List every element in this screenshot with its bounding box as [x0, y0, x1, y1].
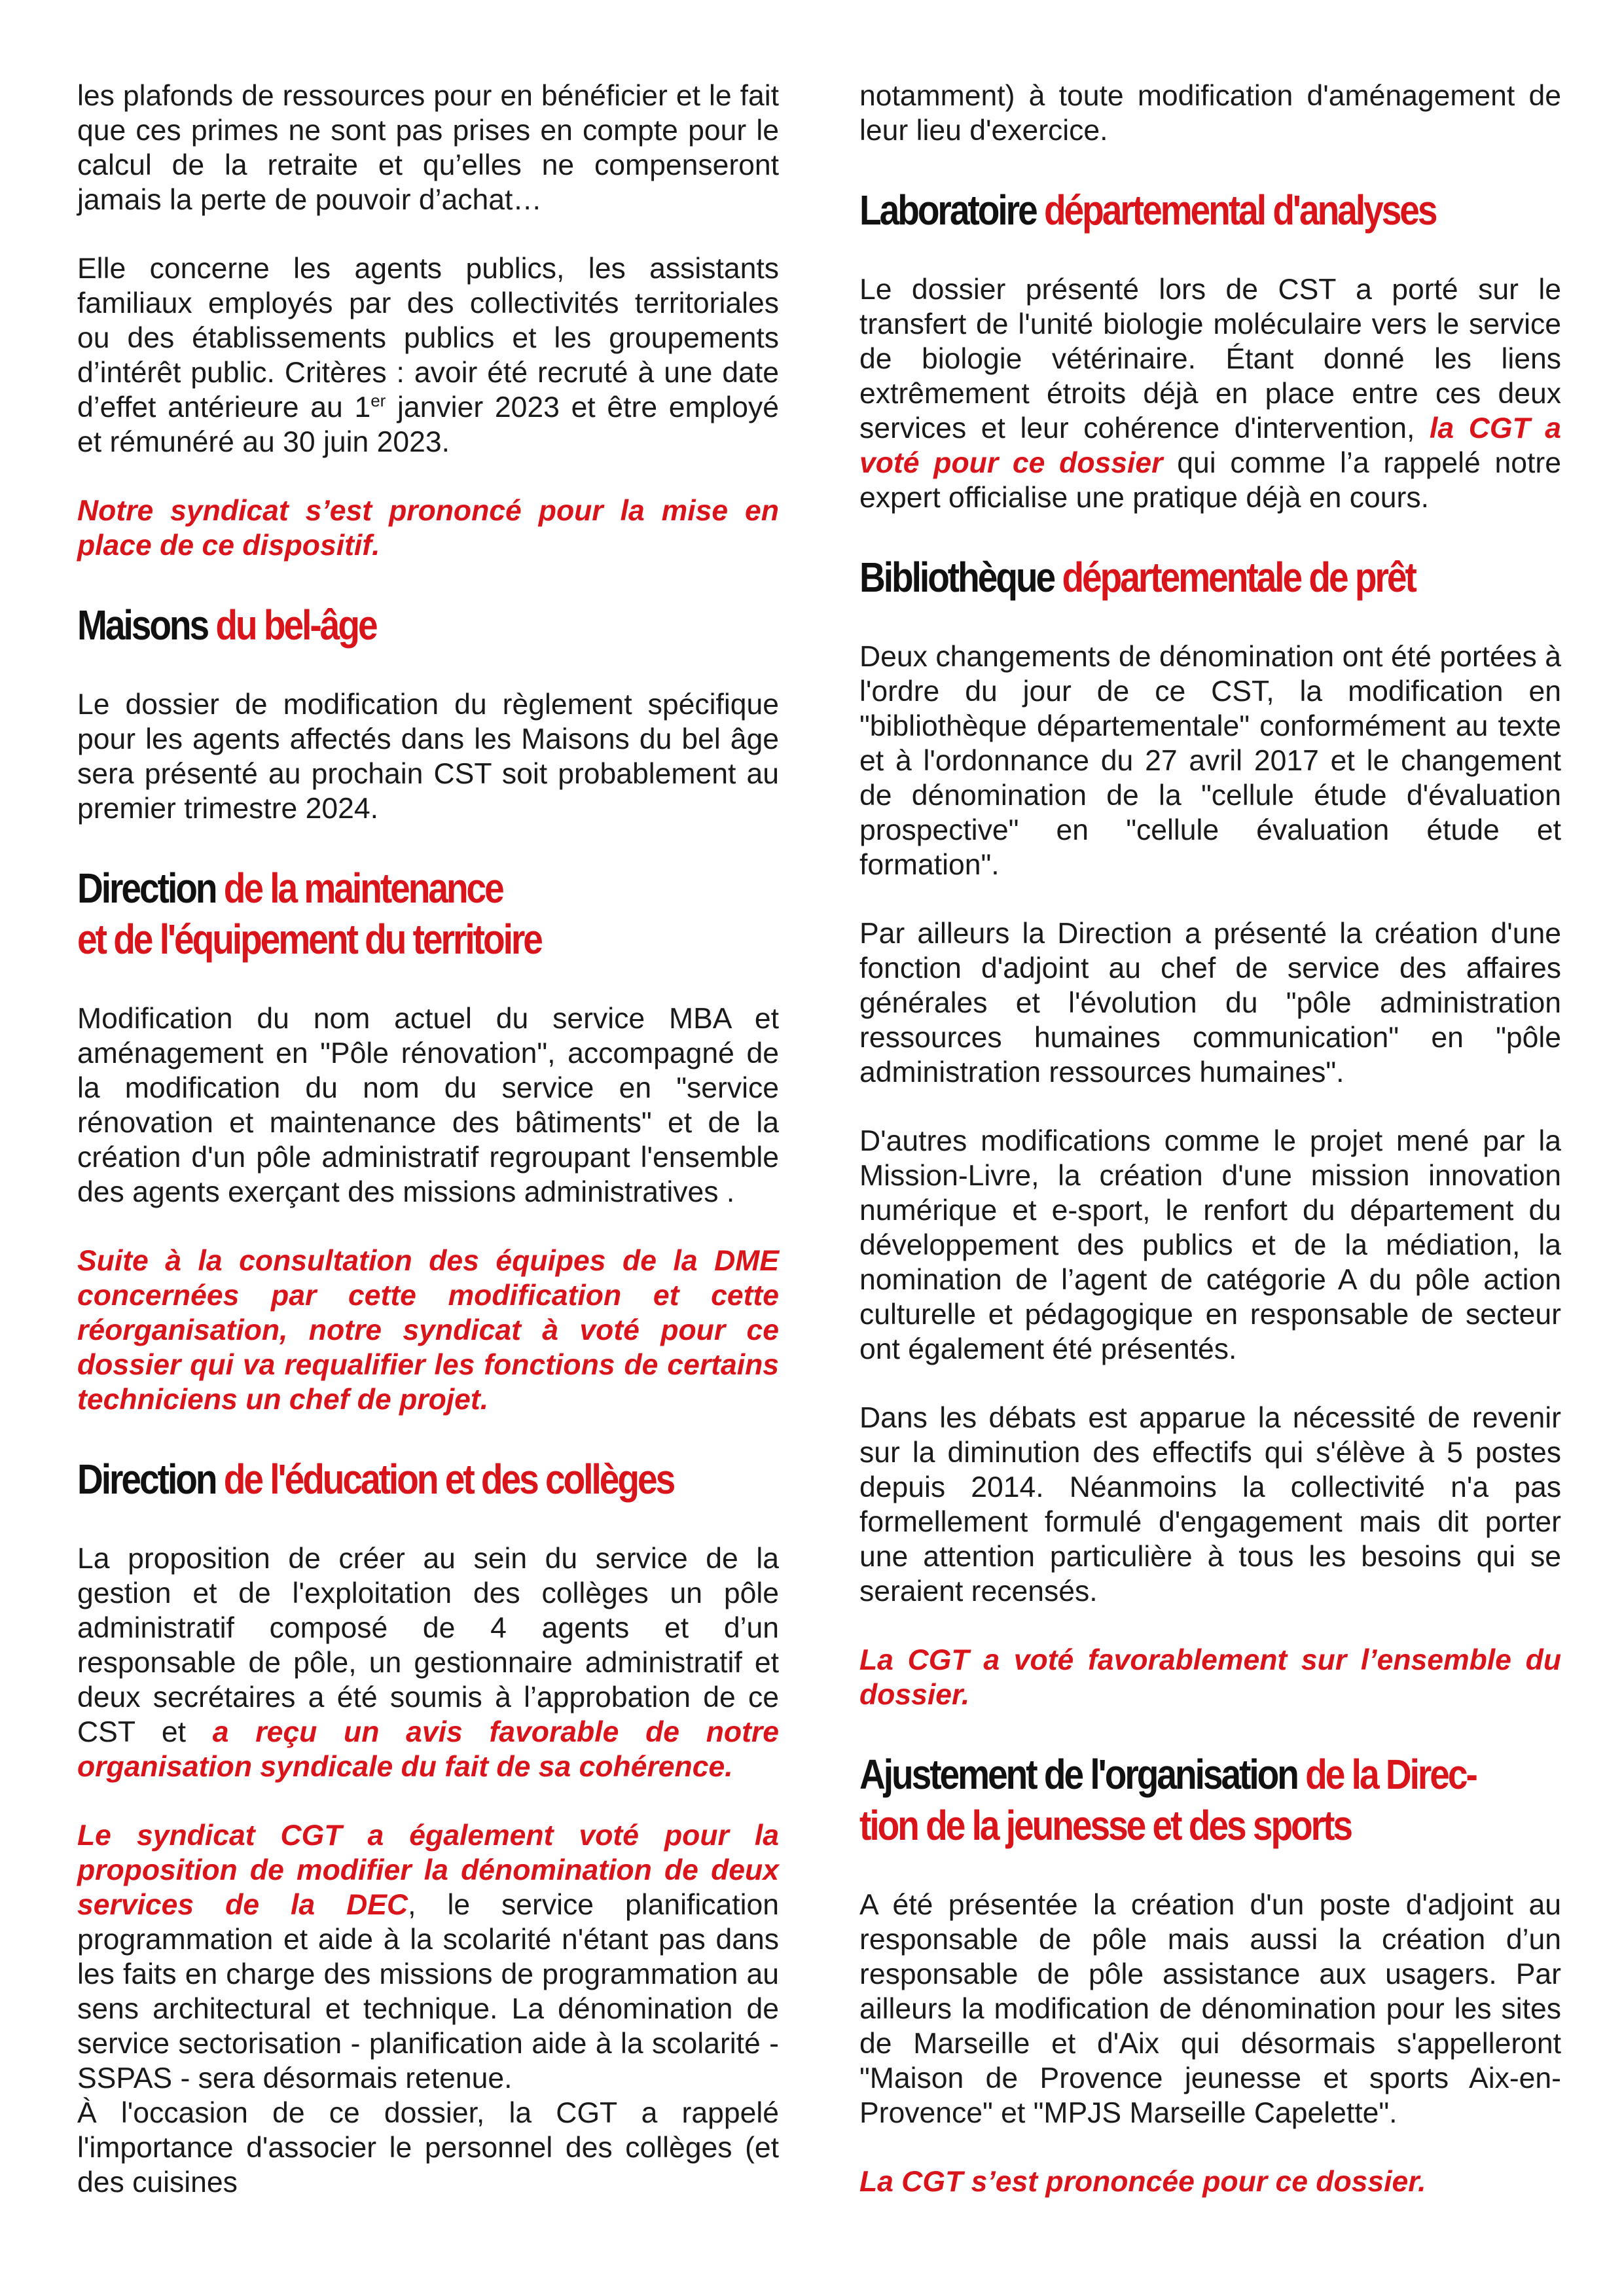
paragraph-retraite: les plafonds de ressources pour en bénéficier et le fait que ces primes ne sont pas prises en compte pour le calcul de la retraite et qu’elles ne compenseront jamais la perte de pouvoir d’achat…: [77, 80, 779, 216]
heading-maisons-black: Maisons: [77, 601, 216, 649]
heading-maisons-bel-age: [77, 600, 681, 651]
paragraph-jeunesse-vote: La CGT s’est prononcée pour ce dossier.: [859, 2166, 1426, 2198]
heading-maintenance-red-2: et de l'équipement du territoire: [77, 916, 541, 963]
heading-education-black: Direction: [77, 1456, 224, 1503]
denomination-vote-text: Le syndicat CGT a également voté pour la proposition de modifier la dénomination de deux services de la DEC: [77, 1820, 779, 1921]
labo-vote-text: la CGT a voté pour ce dossier: [859, 412, 1561, 479]
heading-maintenance-black: Direction: [77, 865, 224, 912]
paragraph-education: [77, 1541, 779, 1784]
heading-laboratoire: [859, 185, 1463, 236]
heading-labo-black: Laboratoire: [859, 187, 1044, 234]
heading-bibliotheque: [859, 552, 1463, 603]
paragraph-position-syndicat: Notre syndicat s’est prononcé pour la mise en place de ce dispositif.: [77, 495, 779, 562]
heading-biblio-red: départementale de prêt: [1062, 554, 1415, 601]
paragraph-bibliotheque-adjoint: Par ailleurs la Direction a présenté la création d'une fonction d'adjoint au chef de service des affaires générales et l'évolution du "pôle administration ressources humaines communication" en "pôle administration ressources humaines".: [859, 918, 1561, 1088]
heading-direction-maintenance-line2: [77, 914, 681, 965]
paragraph-bibliotheque-debats: Dans les débats est apparue la nécessité de revenir sur la diminution des effectifs qui s'élève à 5 postes depuis 2014. Néanmoins la collectivité n'a pas formellement formulé d'engagement mais dit porter une attention particulière à tous les besoins qui se seraient recensés.: [859, 1402, 1561, 1607]
paragraph-jeunesse-sports: A été présentée la création d'un poste d'adjoint au responsable de pôle mais aussi la création d’un responsable de pôle assistance aux usagers. Par ailleurs la modification de dénomination pour les sites de Marseille et d'Aix qui désormais s'appelleront "Maison de Provence jeunesse et sports Aix-en-Provence" et "MPJS Marseille Capelette".: [859, 1889, 1561, 2129]
paragraph-maisons: Le dossier de modification du règlement spécifique pour les agents affectés dans les Maisons du bel âge sera présenté au prochain CST soit probablement au premier trimestre 2024.: [77, 689, 779, 825]
paragraph-maintenance: Modification du nom actuel du service MBA et aménagement en "Pôle rénovation", accompagné de la modification du nom du service en "service rénovation et maintenance des bâtiments" et de la création d'un pôle administratif regroupant l'ensemble des agents exerçant des missions administratives .: [77, 1003, 779, 1208]
education-text: La proposition de créer au sein du service de la gestion et de l'exploitation des collèges un pôle administratif composé de 4 agents et d’un responsable de pôle, un gestionnaire administratif et deux secrétaires a été soumis à l’approbation de ce CST et: [77, 1543, 779, 1748]
heading-ajustement-red-1: de la Direc-: [1305, 1751, 1476, 1798]
paragraph-denomination: [77, 1818, 779, 2096]
labo-text-c: qui comme l’a rappelé notre expert officialise une pratique déjà en cours.: [859, 447, 1561, 514]
criteres-text-a: Elle concerne les agents publics, les assistants familiaux employés par des collectivités territoriales ou des établissements publics et les groupements d’intérêt public. Critères : avoir été recruté à une date d’effet antérieure au 1: [77, 253, 779, 423]
education-vote-text: a reçu un avis favorable de notre organisation syndicale du fait de sa cohérence.: [77, 1716, 779, 1783]
denomination-text: , le service planification programmation et aide à la scolarité n'étant pas dans les faits en charge des missions de programmation au sens architectural et technique. La dénomination de service sectorisation - planification aide à la scolarité - SSPAS - sera désormais retenue.: [77, 1889, 780, 2094]
heading-labo-red: départemental d'analyses: [1043, 187, 1436, 234]
paragraph-maintenance-vote: Suite à la consultation des équipes de la DME concernées par cette modification et cette réorganisation, notre syndicat à voté pour ce dossier qui va requalifier les fonctions de certains techniciens un chef de projet.: [77, 1245, 779, 1416]
heading-direction-education: [77, 1454, 681, 1505]
criteres-superscript: er: [370, 391, 386, 411]
heading-education-red: de l'éducation et des collèges: [223, 1456, 674, 1503]
left-column: [77, 79, 779, 2200]
heading-ajustement-red-2: tion de la jeunesse et des sports: [859, 1802, 1351, 1849]
paragraph-cuisines: À l'occasion de ce dossier, la CGT a rappelé l'importance d'associer le personnel des collèges (et des cuisines: [77, 2097, 779, 2198]
criteres-text-b: janvier 2023 et être employé et rémunéré au 30 juin 2023.: [77, 391, 779, 458]
heading-ajustement-black: Ajustement de l'organisation: [859, 1751, 1306, 1798]
heading-maisons-red: du bel-âge: [215, 601, 376, 649]
heading-maintenance-red-1: de la maintenance: [223, 865, 503, 912]
paragraph-amenagement: notamment) à toute modification d'aménagement de leur lieu d'exercice.: [859, 80, 1561, 147]
paragraph-bibliotheque-modifications: D'autres modifications comme le projet mené par la Mission-Livre, la création d'une mission innovation numérique et e-sport, le renfort du département du développement des publics et de la médiation, la nomination de l’agent de catégorie A du pôle action culturelle et pédagogique en responsable de secteur ont également été présentés.: [859, 1125, 1561, 1365]
heading-ajustement-line2: [859, 1800, 1463, 1851]
paragraph-criteres: [77, 251, 779, 459]
heading-biblio-black: Bibliothèque: [859, 554, 1062, 601]
paragraph-laboratoire: [859, 272, 1561, 515]
labo-text-a: Le dossier présenté lors de CST a porté sur le transfert de l'unité biologie moléculaire vers le service de biologie vétérinaire. Étant donné les liens extrêmement étroits déjà en place entre ces deux services et leur cohérence d'intervention,: [859, 274, 1561, 444]
right-column: [859, 79, 1561, 2199]
paragraph-bibliotheque-vote: La CGT a voté favorablement sur l’ensemble du dossier.: [859, 1644, 1561, 1711]
heading-direction-maintenance: [77, 863, 681, 914]
paragraph-bibliotheque-denomination: Deux changements de dénomination ont été portées à l'ordre du jour de ce CST, la modification en "bibliothèque départementale" conformément au texte et à l'ordonnance du 27 avril 2017 et le changement de dénomination de la "cellule étude d'évaluation prospective" en "cellule évaluation étude et formation".: [859, 641, 1561, 881]
heading-ajustement: [859, 1749, 1476, 1800]
